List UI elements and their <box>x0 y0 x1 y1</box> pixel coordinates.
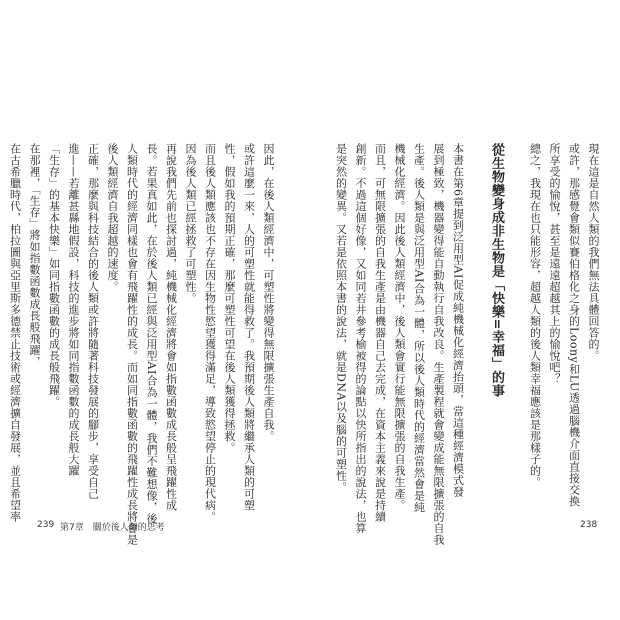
paragraph: 再說我們先前也探討過，純機械化經濟將會如指數函數成長般呈飛躍性成 <box>164 143 178 511</box>
paragraph: 或許這麼一來，人的可塑性就能得救了。我預期後人類將繼承人類的可塑 <box>242 143 256 511</box>
paragraph: 展到極致，機器變得能自動執行自我改良。生產製程就會變成能無限擴張的自我 <box>432 143 445 546</box>
paragraph: 總之，我現在也只能形容，超越人類的後人類幸福應該是那樣子的。 <box>528 143 542 488</box>
paragraph: 在那裡，「生存」將如指數函數成長般飛躍， <box>28 143 41 368</box>
paragraph: 人類時代的經濟同樣也會有飛躍性的成長。而如同指數函數的飛躍性成長將會是 <box>125 143 139 546</box>
paragraph: 本書在第6章提到泛用型AI促成純機械化經濟抬頭，當這種經濟模式發 <box>451 143 465 498</box>
paragraph: 是突然的變異。又若是依照本書的說法，就是DNA以及腦的可塑性。 <box>334 143 348 493</box>
paragraph: 而且後人類應該也不存在因生物性慾望獲得滿足，導致慾望停止的現代病。 <box>203 143 217 523</box>
paragraph: 正確，那麼與科技結合的後人類或許將隨著科技發展的腳步，享受自己 <box>86 143 100 500</box>
running-header: 第7章 關於後人類的思考 <box>60 523 165 533</box>
paragraph: 後人類經濟自我超越的速度。 <box>106 143 119 293</box>
paragraph: 性，假如我的預期正確，那麼可塑性可望在後人類獲得拯救。 <box>223 143 236 454</box>
paragraph: 「生存」的基本快樂」如同指數函數的成長般飛躍。 <box>47 143 61 408</box>
paragraph: 所享受的愉悅，甚至是遠遠超越其上的愉悅吧？ <box>548 143 561 385</box>
page-number: 239 <box>37 520 55 530</box>
paragraph: 現在這是自然人類的我們無法具體回答的。 <box>587 143 600 362</box>
paragraph: 因此，在後人類經濟中，可塑性將變得無限擴張生產自我。 <box>262 143 275 442</box>
paragraph: 而且，可無限擴張的自我生產是由機器自己去完成，在資本主義來說是持續 <box>373 143 387 523</box>
paragraph: 生產。後人類是與泛用型AI合為一體，所以後人類時代的經濟當然會是純 <box>412 143 426 513</box>
paragraph: 或許，那感覺會類似賽伯格化之身的Loony和LU透過腦機介面直接交換 <box>567 143 581 507</box>
paragraph: 因為後人類已經拯救了可塑性。 <box>184 143 197 304</box>
paragraph: 在古希臘時代，柏拉圖與亞里斯多德禁止技術或經濟擴自發展，並且希望率 <box>8 143 22 523</box>
paragraph: 創新。不過這個好像，又如同若井參考榆被得的論點以快所指出的說法，也算 <box>354 143 367 534</box>
paragraph: 機械化經濟。因此後人類經濟中，後人類會實行能無限擴張的自我生產。 <box>393 143 406 511</box>
section-heading: 從生物變身成非生物是「快樂=幸福」的事 <box>489 143 504 398</box>
paragraph: 進——若離甚縣地假設，科技的進步將如同指數函數的成長般大躍 <box>67 143 80 477</box>
page-number: 238 <box>580 520 598 530</box>
paragraph: 長。若果真如此，在於後人類已經與泛用型AI合為一體，我們不難想像，後 <box>145 143 158 525</box>
right-page <box>310 0 620 620</box>
